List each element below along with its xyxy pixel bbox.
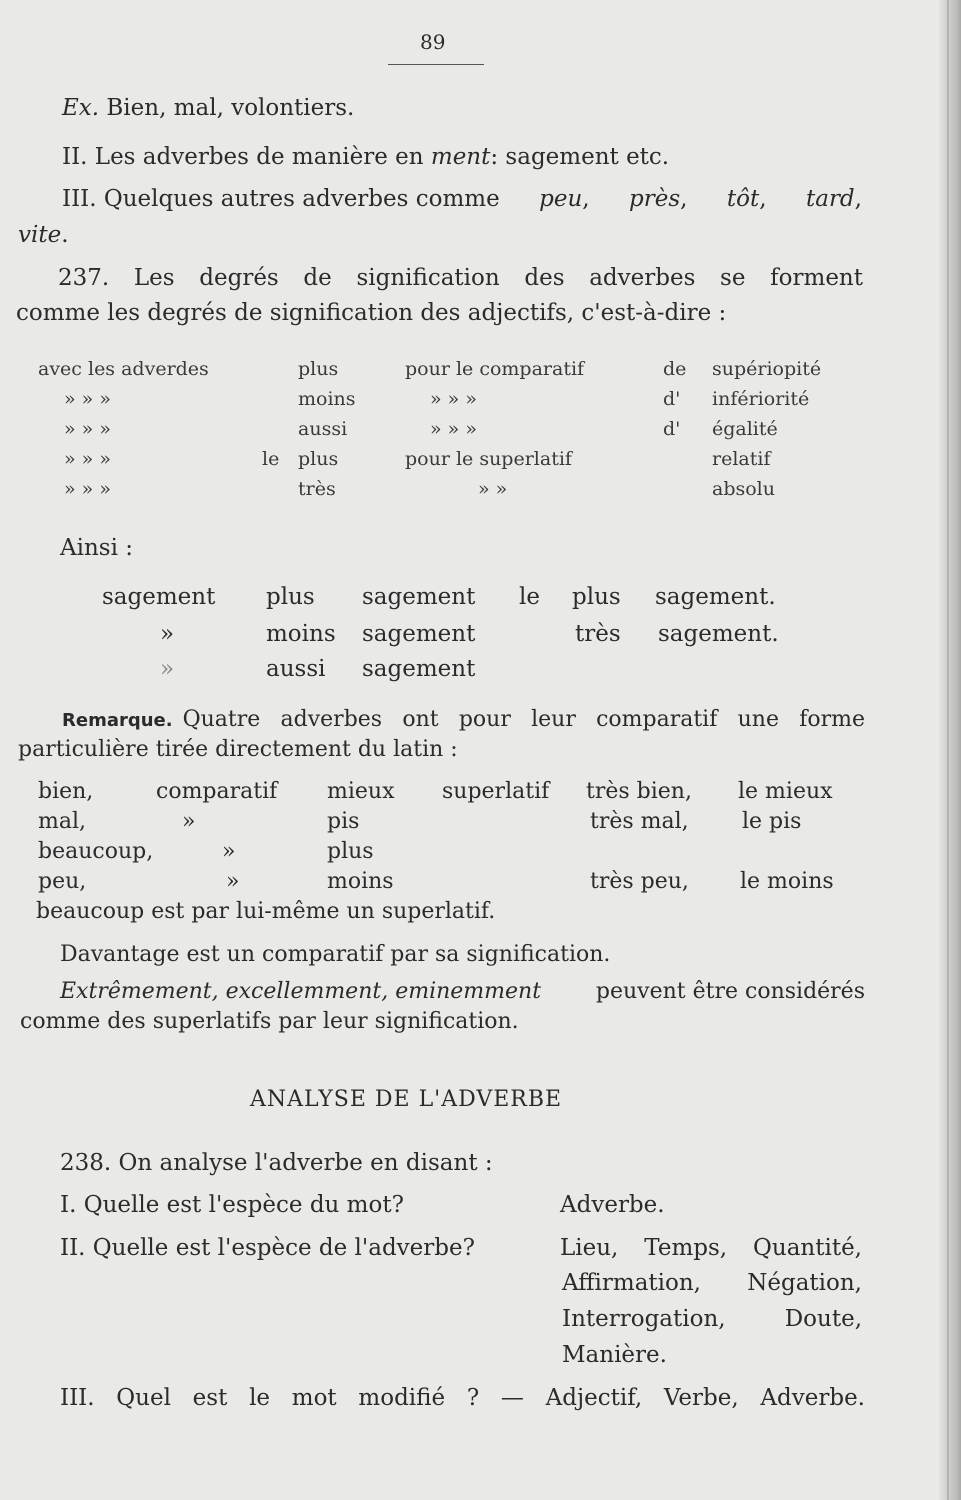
remarque-text: Quatre adverbes ont pour leur comparatif une forme xyxy=(182,707,865,732)
cell: sagement xyxy=(102,584,216,610)
cell: égalité xyxy=(712,418,778,440)
ainsi-label: Ainsi : xyxy=(60,535,133,561)
cell: bien, xyxy=(38,779,94,804)
cell: beaucoup, xyxy=(38,839,154,864)
cell: pour le comparatif xyxy=(405,358,585,380)
cell: » » » xyxy=(430,418,477,440)
cell: très xyxy=(298,478,336,500)
cell: relatif xyxy=(712,448,771,470)
page-number: 89 xyxy=(420,30,446,54)
header-rule xyxy=(388,64,484,65)
example-line xyxy=(62,95,354,121)
cell: de xyxy=(663,358,687,380)
cell: sagement xyxy=(362,621,476,647)
cell: plus xyxy=(298,358,339,380)
cell: très bien, xyxy=(586,779,692,804)
note-extremement-rest: peuvent être considérés xyxy=(595,979,865,1004)
word-peu: peu xyxy=(539,186,583,212)
note-beaucoup: beaucoup est par lui-même un superlatif. xyxy=(36,899,496,924)
rule-ii xyxy=(62,144,669,170)
cell: sagement. xyxy=(658,621,779,647)
cell: » » » xyxy=(64,478,111,500)
remarque-label: Remarque. xyxy=(62,710,173,731)
ex-text: Bien, mal, volontiers. xyxy=(106,95,355,121)
rule-ii-text: II. Les adverbes de manière en xyxy=(62,144,424,170)
cell: » » » xyxy=(64,388,111,410)
remarque-line1 xyxy=(62,707,865,732)
section-237-line2: comme les degrés de signification des adjectifs, c'est-à-dire : xyxy=(16,300,727,326)
period: . xyxy=(61,222,69,248)
cell: moins xyxy=(298,388,356,410)
cell: le mieux xyxy=(738,779,833,804)
cell: mieux xyxy=(327,779,395,804)
cell: sagement. xyxy=(655,584,776,610)
cell: plus xyxy=(327,839,374,864)
word-tot: tôt xyxy=(726,186,760,212)
cell: sagement xyxy=(362,656,476,682)
cell: » » » xyxy=(64,418,111,440)
comma: , xyxy=(854,186,862,212)
section-237-line1: 237. Les degrés de signification des adverbes se forment xyxy=(58,265,863,291)
note-extremement xyxy=(60,979,865,1004)
remarque-line2: particulière tirée directement du latin : xyxy=(18,737,458,762)
page-edge xyxy=(939,0,961,1500)
cell: absolu xyxy=(712,478,775,500)
section-238: 238. On analyse l'adverbe en disant : xyxy=(60,1150,493,1176)
cell: le moins xyxy=(740,869,834,894)
word-tard: tard xyxy=(805,186,855,212)
answer-2-line2: Affirmation, Négation, xyxy=(562,1270,862,1296)
note-extremement-line2: comme des superlatifs par leur signification. xyxy=(20,1009,519,1034)
question-2: II. Quelle est l'espèce de l'adverbe? xyxy=(60,1235,475,1261)
cell: le xyxy=(262,448,280,470)
cell: » xyxy=(182,809,196,834)
note-davantage: Davantage est un comparatif par sa signification. xyxy=(60,942,611,967)
cell: le xyxy=(519,584,540,610)
cell: infériorité xyxy=(712,388,810,410)
question-3: III. Quel est le mot modifié ? — Adjectif, Verbe, Adverbe. xyxy=(60,1385,865,1411)
cell: » » » xyxy=(430,388,477,410)
cell: plus xyxy=(572,584,621,610)
word-pres: près xyxy=(629,186,681,212)
cell: » xyxy=(160,656,175,682)
comma: , xyxy=(680,186,688,212)
cell: » » xyxy=(478,478,508,500)
rule-ii-suffix: : sagement etc. xyxy=(490,144,670,170)
answer-1: Adverbe. xyxy=(560,1192,665,1218)
answer-2-line4: Manière. xyxy=(562,1342,667,1368)
cell: pour le superlatif xyxy=(405,448,572,470)
cell: pis xyxy=(327,809,360,834)
note-extremement-italic: Extrêmement, excellemment, eminemment xyxy=(60,979,542,1004)
rule-ii-italic: ment xyxy=(430,144,491,170)
question-1: I. Quelle est l'espèce du mot? xyxy=(60,1192,404,1218)
cell: aussi xyxy=(298,418,348,440)
cell: très mal, xyxy=(590,809,689,834)
ex-label: Ex. xyxy=(62,95,100,121)
cell: d' xyxy=(663,418,681,440)
comma: , xyxy=(759,186,767,212)
cell: moins xyxy=(327,869,394,894)
cell: superlatif xyxy=(442,779,550,804)
cell: sagement xyxy=(362,584,476,610)
cell: peu, xyxy=(38,869,87,894)
analyse-heading: ANALYSE DE L'ADVERBE xyxy=(250,1087,563,1112)
rule-iii-cont xyxy=(18,222,69,248)
cell: » xyxy=(222,839,236,864)
answer-2-line1: Lieu, Temps, Quantité, xyxy=(560,1235,862,1261)
cell: aussi xyxy=(266,656,326,682)
cell: » xyxy=(160,621,175,647)
rule-iii xyxy=(62,186,862,212)
cell: moins xyxy=(266,621,336,647)
word-vite: vite xyxy=(18,222,62,248)
cell: mal, xyxy=(38,809,87,834)
cell: très peu, xyxy=(590,869,689,894)
cell: supériopité xyxy=(712,358,822,380)
cell: plus xyxy=(266,584,315,610)
cell: le pis xyxy=(742,809,802,834)
answer-2-line3: Interrogation, Doute, xyxy=(562,1306,862,1332)
comma: , xyxy=(582,186,590,212)
cell: d' xyxy=(663,388,681,410)
cell: plus xyxy=(298,448,339,470)
rule-iii-text: III. Quelques autres adverbes comme xyxy=(62,186,500,212)
cell: comparatif xyxy=(156,779,278,804)
cell: très xyxy=(575,621,621,647)
cell: » » » xyxy=(64,448,111,470)
cell: avec les adverdes xyxy=(38,358,209,380)
cell: » xyxy=(226,869,240,894)
